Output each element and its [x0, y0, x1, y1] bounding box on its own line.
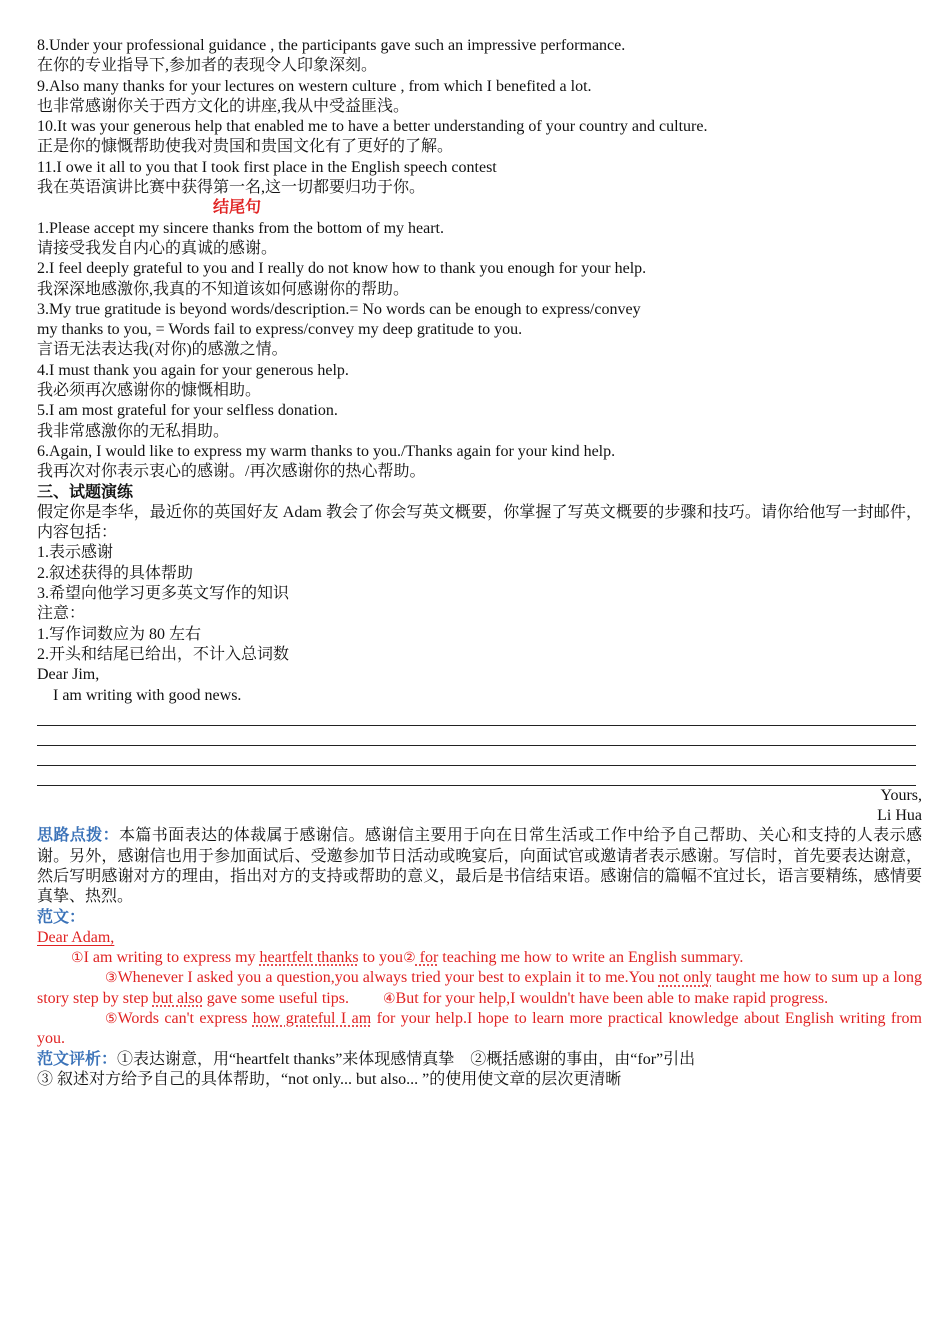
exercise-prompt: 假定你是李华，最近你的英国好友 Adam 教会了你会写英文概要，你掌握了写英文概要的步骤和技巧。请你给他写一封邮件，内容包括：	[37, 503, 922, 542]
notes-label: 注意：	[37, 605, 86, 623]
answer-line[interactable]	[37, 726, 916, 746]
closing-en: 2.I feel deeply grateful to you and I really do not know how to thank you enough for your help.	[37, 260, 647, 278]
model-highlight: how grateful I am	[252, 1010, 372, 1028]
exercise-point: 3.希望向他学习更多英文写作的知识	[37, 585, 290, 603]
closing-en: 3.My true gratitude is beyond words/description.= No words can be enough to express/convey	[37, 300, 641, 318]
answer-line[interactable]	[37, 746, 916, 766]
model-highlight: heartfelt thanks	[259, 949, 359, 967]
closing-zh: 言语无法表达我(对你)的感激之情。	[37, 341, 288, 359]
review-line-1	[37, 1050, 922, 1070]
closing-en: 1.Please accept my sincere thanks from the bottom of my heart.	[37, 219, 444, 237]
model-text: to you	[358, 949, 404, 967]
model-text: I am writing to express my	[83, 949, 260, 967]
closing-zh: 请接受我发自内心的真诚的感谢。	[37, 239, 278, 257]
closing-zh: 我必须再次感谢你的慷慨相助。	[37, 382, 262, 400]
note-item: 1.写作词数应为 80 左右	[37, 625, 202, 643]
model-paragraph-1	[37, 948, 922, 968]
model-text: teaching me how to write an English summary.	[438, 949, 744, 967]
phrase-zh: 正是你的慷慨帮助使我对贵国和贵国文化有了更好的了解。	[37, 138, 454, 156]
review-text: ①表达谢意，用“heartfelt thanks”来体现感情真挚 ②概括感谢的事由，由“for”引出	[117, 1050, 696, 1068]
answer-line[interactable]	[37, 766, 916, 786]
closing-en: 5.I am most grateful for your selfless donation.	[37, 402, 338, 420]
review-label: 范文评析：	[37, 1050, 118, 1068]
closing-zh: 我再次对你表示衷心的感谢。/再次感谢你的热心帮助。	[37, 463, 426, 481]
marker-1: ①	[71, 950, 84, 967]
review-line-2: ③ 叙述对方给予自己的具体帮助，“not only... but also... ”的使用使文章的层次更清晰	[37, 1070, 622, 1088]
exercise-point: 2.叙述获得的具体帮助	[37, 564, 194, 582]
analysis-label: 思路点拨：	[37, 827, 119, 845]
model-highlight: for	[415, 949, 439, 967]
exercise-title: 三、试题演练	[37, 483, 134, 501]
note-item: 2.开头和结尾已给出，不计入总词数	[37, 645, 290, 663]
phrase-zh: 我在英语演讲比赛中获得第一名,这一切都要归功于你。	[37, 179, 426, 197]
model-highlight: not only	[658, 969, 712, 987]
letter-salutation: Dear Jim,	[37, 666, 100, 684]
model-text: But for your help,I wouldn't have been able to make rapid progress.	[395, 989, 829, 1007]
phrase-en: 9.Also many thanks for your lectures on western culture , from which I benefited a lot.	[37, 77, 592, 95]
answer-line[interactable]	[37, 706, 916, 726]
analysis-paragraph	[37, 826, 922, 907]
phrase-zh: 也非常感谢你关于西方文化的讲座,我从中受益匪浅。	[37, 97, 410, 115]
closing-zh: 我深深地感激你,我真的不知道该如何感谢你的帮助。	[37, 280, 410, 298]
analysis-text: 本篇书面表达的体裁属于感谢信。感谢信主要用于向在日常生活或工作中给予自己帮助、关心和支持的人表示感谢。另外，感谢信也用于参加面试后、受邀参加节日活动或晚宴后，向面试官或邀请者表示感谢。写信时，首先要表达谢意，然后写明感谢对方的理由，指出对方的支持或帮助的意义，最后是书信结束语。感谢信的篇幅不宜过长，语言要精练，感情要真挚、热烈。	[37, 827, 922, 906]
model-paragraph-3	[37, 1009, 922, 1050]
model-text: gave some useful tips.	[202, 989, 349, 1007]
closing-zh: 我非常感激你的无私捐助。	[37, 422, 230, 440]
letter-sign-off: Yours,	[880, 786, 922, 804]
answer-lines	[37, 706, 922, 786]
phrase-en: 10.It was your generous help that enabled me to have a better understanding of your country and culture.	[37, 118, 708, 136]
closing-list	[37, 219, 922, 483]
model-text: taught me how to sum up a long story step by step	[37, 969, 922, 1007]
letter-signature: Li Hua	[877, 807, 922, 825]
model-text: Whenever I asked you a question,you always tried your best to explain it to me.You	[117, 969, 659, 987]
model-salutation: Dear Adam,	[37, 928, 115, 946]
model-text: Words can't express	[117, 1010, 253, 1028]
model-highlight: but also	[152, 989, 203, 1007]
marker-4: ④	[382, 990, 396, 1007]
model-paragraph-2	[37, 968, 922, 1009]
exercise-point: 1.表示感谢	[37, 544, 114, 562]
closing-heading: 结尾句	[213, 199, 262, 217]
letter-opening: I am writing with good news.	[53, 686, 242, 704]
marker-2: ②	[403, 950, 416, 967]
model-text: for your help.I hope to learn more practical knowledge about English writing from you.	[37, 1010, 922, 1048]
closing-en-continued: my thanks to you, = Words fail to express/convey my deep gratitude to you.	[37, 321, 523, 339]
marker-5: ⑤	[105, 1011, 118, 1028]
closing-en: 4.I must thank you again for your generous help.	[37, 361, 349, 379]
phrase-en: 8.Under your professional guidance , the participants gave such an impressive performance.	[37, 37, 626, 54]
model-label: 范文：	[37, 908, 86, 926]
marker-3: ③	[105, 970, 118, 987]
closing-en: 6.Again, I would like to express my warm thanks to you./Thanks again for your kind help.	[37, 442, 616, 460]
phrase-list	[37, 36, 922, 198]
phrase-en: 11.I owe it all to you that I took first place in the English speech contest	[37, 158, 497, 176]
phrase-zh: 在你的专业指导下,参加者的表现令人印象深刻。	[37, 57, 378, 75]
